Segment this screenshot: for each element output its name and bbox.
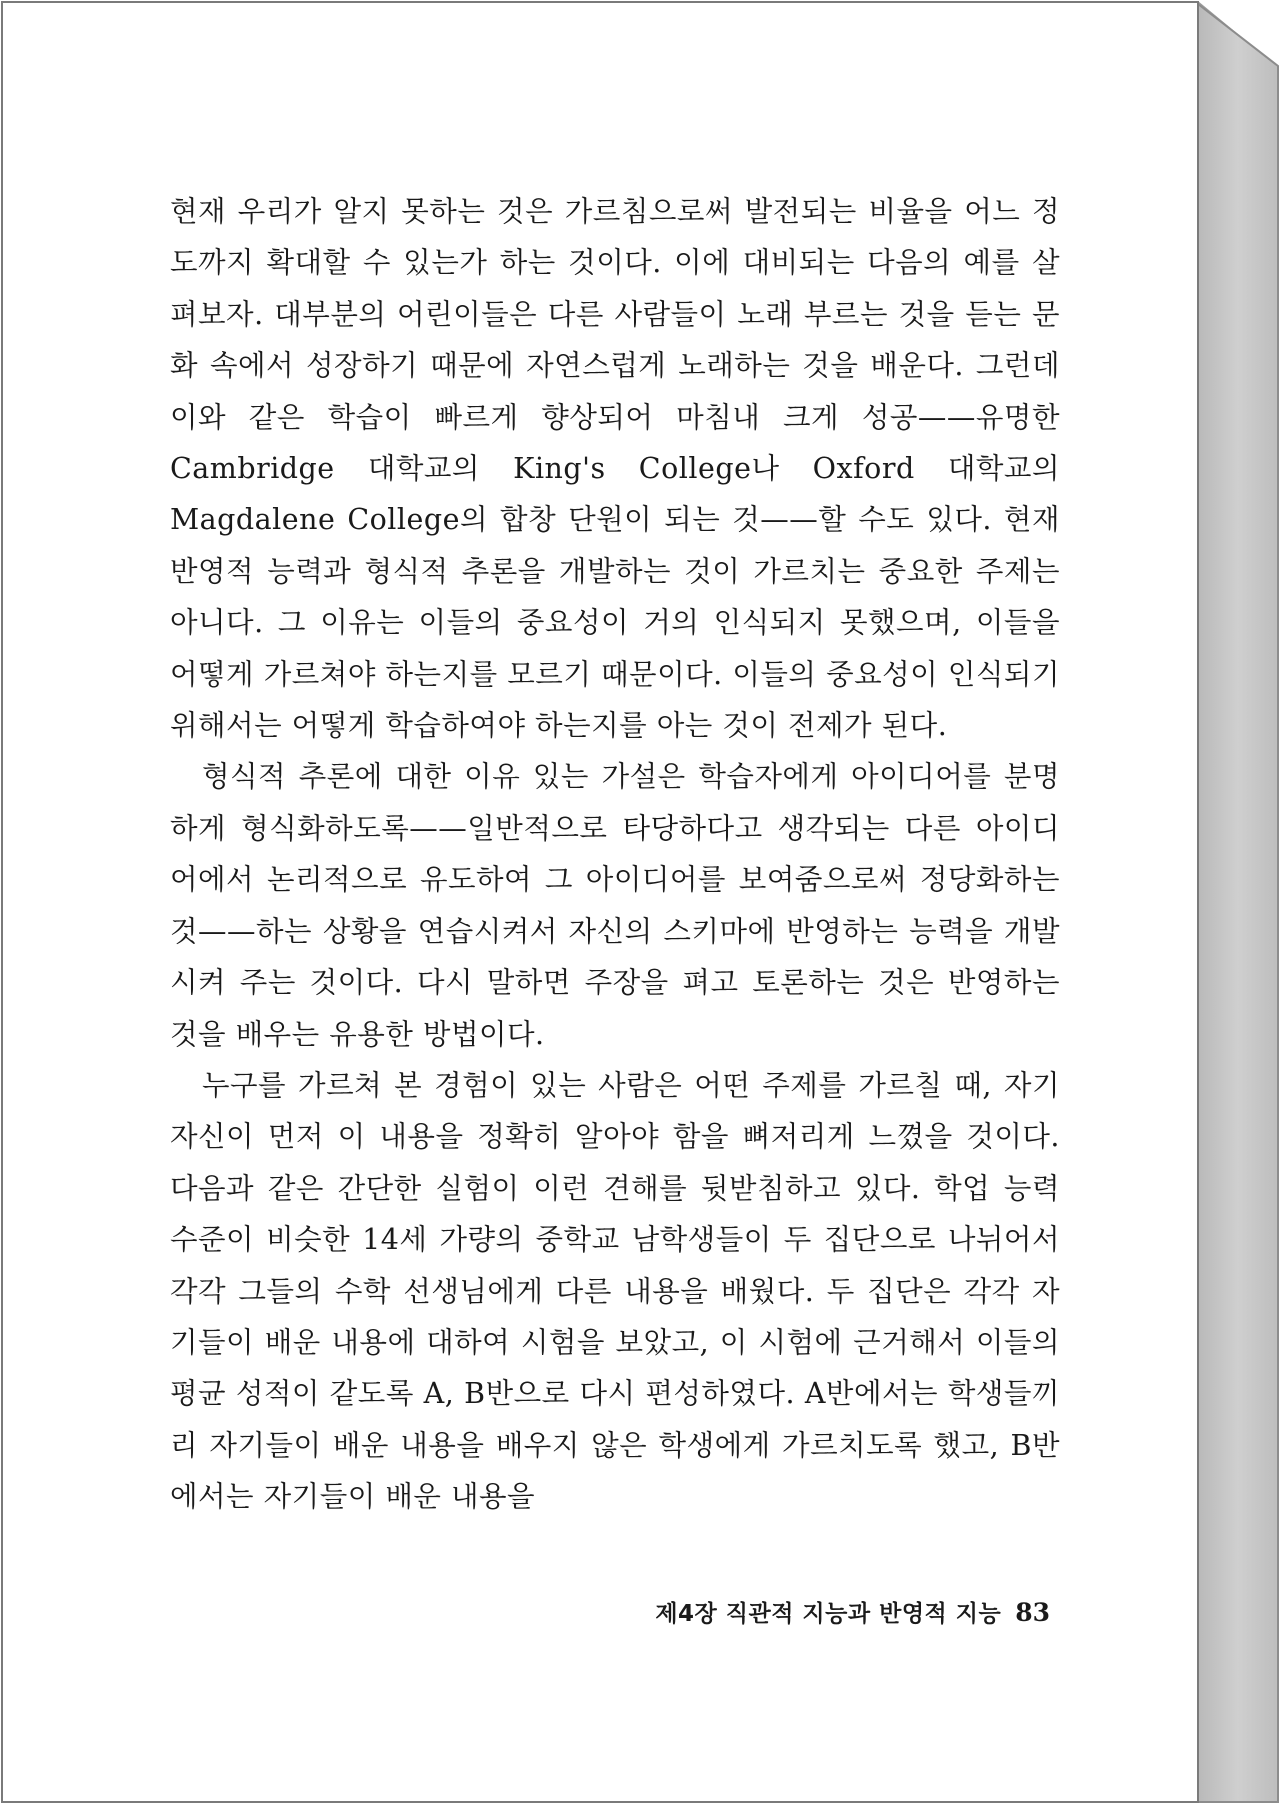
paragraph-3: 누구를 가르쳐 본 경험이 있는 사람은 어떤 주제를 가르칠 때, 자기 자신이 먼저 이 내용을 정확히 알아야 함을 뼈저리게 느꼈을 것이다. 다음과 같은 간단한 실험이 이런 견해를 뒷받침하고 있다. 학업 능력 수준이 비슷한 14세 가량의 중학교 남학생들이 두 집단으로 나뉘어서 각각 그들의 수학 선생님에게 다른 내용을 배웠다. 두 집단은 각각 자기들이 배운 내용에 대하여 시험을 보았고, 이 시험에 근거해서 이들의 평균 성적이 같도록 A, B반으로 다시 편성하였다. A반에서는 학생들끼리 자기들이 배운 내용을 배우지 않은 학생에게 가르치도록 했고, B반에서는 자기들이 배운 내용을 — [170, 1068, 1060, 1514]
paragraph-1: 현재 우리가 알지 못하는 것은 가르침으로써 발전되는 비율을 어느 정도까지 확대할 수 있는가 하는 것이다. 이에 대비되는 다음의 예를 살펴보자. 대부분의 어린이들은 다른 사람들이 노래 부르는 것을 듣는 문화 속에서 성장하기 때문에 자연스럽게 노래하는 것을 배운다. 그런데 이와 같은 학습이 빠르게 향상되어 마침내 크게 성공——유명한 Cambridge 대학교의 King's College나 Oxford 대학교의 Magdalene College의 합창 단원이 되는 것——할 수도 있다. 현재 반영적 능력과 형식적 추론을 개발하는 것이 가르치는 중요한 주제는 아니다. 그 이유는 이들의 중요성이 거의 인식되지 못했으며, 이들을 어떻게 가르쳐야 하는지를 모르기 때문이다. 이들의 중요성이 인식되기 위해서는 어떻게 학습하여야 하는지를 아는 것이 전제가 된다. — [170, 195, 1060, 743]
paragraph-2: 형식적 추론에 대한 이유 있는 가설은 학습자에게 아이디어를 분명하게 형식화하도록——일반적으로 타당하다고 생각되는 다른 아이디어에서 논리적으로 유도하여 그 아이디어를 보여줌으로써 정당화하는 것——하는 상황을 연습시켜서 자신의 스키마에 반영하는 능력을 개발시켜 주는 것이다. 다시 말하면 주장을 펴고 토론하는 것은 반영하는 것을 배우는 유용한 방법이다. — [170, 760, 1060, 1051]
page-footer — [560, 1595, 1050, 1628]
page-number: 83 — [1015, 1598, 1050, 1627]
book-side-edge — [1198, 4, 1278, 1802]
chapter-title: 제4장 직관적 지능과 반영적 지능 — [655, 1601, 1002, 1627]
page-body-text — [170, 186, 1060, 1523]
